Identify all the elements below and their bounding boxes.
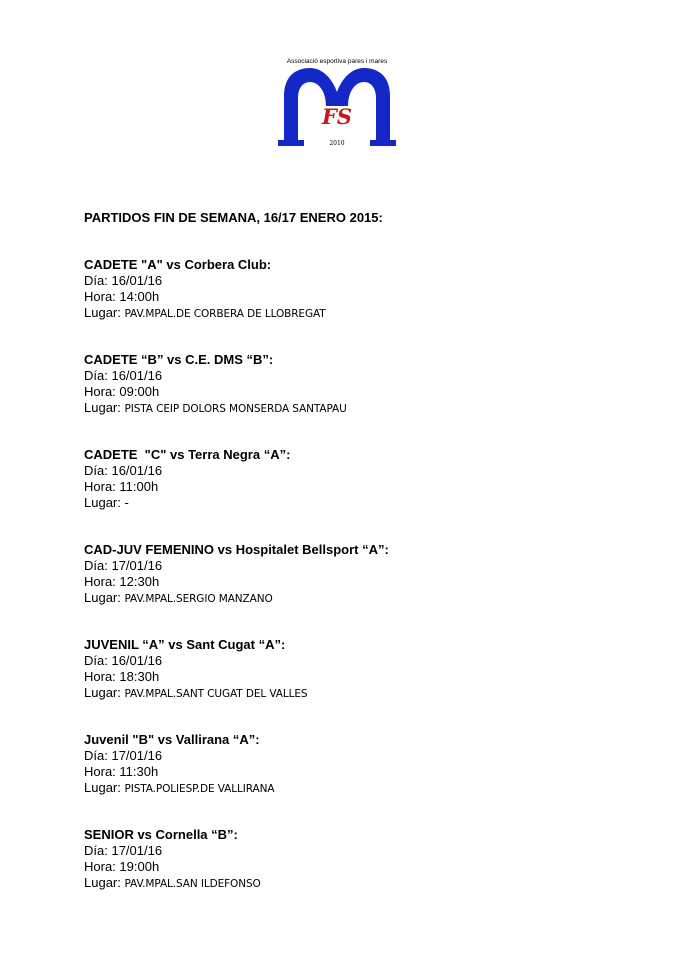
date-label: Día:	[84, 368, 112, 383]
match-venue	[84, 780, 644, 796]
match-venue	[84, 495, 644, 511]
time-value: 18:30h	[119, 669, 160, 684]
time-value: 14:00h	[119, 289, 160, 304]
time-label: Hora:	[84, 479, 120, 494]
time-label: Hora:	[84, 764, 120, 779]
venue-value: PAV.MPAL.SAN ILDEFONSO	[124, 878, 261, 890]
match-venue	[84, 590, 644, 606]
date-value: 17/01/16	[111, 748, 163, 763]
match-date	[84, 273, 644, 289]
match-time	[84, 764, 644, 780]
date-label: Día:	[84, 463, 112, 478]
match-venue	[84, 400, 644, 416]
match-date	[84, 843, 644, 859]
venue-label: Lugar:	[84, 780, 125, 795]
venue-label: Lugar:	[84, 685, 125, 700]
venue-label: Lugar:	[84, 590, 125, 605]
venue-value: PISTA CEIP DOLORS MONSERDA SANTAPAU	[124, 403, 347, 415]
match-block	[84, 637, 644, 701]
venue-value: PAV.MPAL.SERGIO MANZANO	[124, 593, 273, 605]
match-time	[84, 479, 644, 495]
match-time	[84, 289, 644, 305]
date-value: 17/01/16	[111, 843, 163, 858]
match-time	[84, 669, 644, 685]
venue-label: Lugar:	[84, 875, 125, 890]
match-header: CADETE "A" vs Corbera Club:	[84, 257, 272, 272]
venue-label: Lugar:	[84, 495, 125, 510]
date-label: Día:	[84, 653, 112, 668]
time-label: Hora:	[84, 669, 120, 684]
time-label: Hora:	[84, 289, 120, 304]
date-label: Día:	[84, 748, 112, 763]
logo-caption: Associació esportiva pares i mares	[286, 58, 388, 65]
match-time	[84, 384, 644, 400]
venue-value: PISTA.POLIESP.DE VALLIRANA	[124, 783, 275, 795]
match-header: CADETE “B” vs C.E. DMS “B”:	[84, 352, 274, 367]
time-value: 19:00h	[119, 859, 160, 874]
match-block	[84, 352, 644, 416]
match-date	[84, 463, 644, 479]
venue-value: PAV.MPAL.SANT CUGAT DEL VALLES	[124, 688, 308, 700]
date-label: Día:	[84, 558, 112, 573]
venue-label: Lugar:	[84, 400, 125, 415]
match-time	[84, 859, 644, 875]
venue-value: -	[124, 495, 129, 510]
match-date	[84, 653, 644, 669]
date-value: 16/01/16	[111, 273, 163, 288]
date-label: Día:	[84, 843, 112, 858]
venue-label: Lugar:	[84, 305, 125, 320]
match-venue	[84, 685, 644, 701]
time-label: Hora:	[84, 859, 120, 874]
match-date	[84, 748, 644, 764]
match-venue	[84, 305, 644, 321]
time-value: 11:30h	[119, 764, 159, 779]
match-block	[84, 827, 644, 891]
match-header: SENIOR vs Cornella “B”:	[84, 827, 238, 842]
match-time	[84, 574, 644, 590]
date-value: 16/01/16	[111, 653, 163, 668]
match-date	[84, 558, 644, 574]
match-block	[84, 542, 644, 606]
logo-monogram: FS	[321, 104, 353, 129]
match-block	[84, 257, 644, 321]
match-block	[84, 732, 644, 796]
time-value: 11:00h	[119, 479, 159, 494]
match-header: CADETE "C" vs Terra Negra “A”:	[84, 447, 291, 462]
page-title: PARTIDOS FIN DE SEMANA, 16/17 ENERO 2015:	[84, 210, 383, 225]
match-block	[84, 447, 644, 511]
date-label: Día:	[84, 273, 112, 288]
match-date	[84, 368, 644, 384]
time-value: 12:30h	[119, 574, 160, 589]
venue-value: PAV.MPAL.DE CORBERA DE LLOBREGAT	[124, 308, 326, 320]
date-value: 16/01/16	[111, 463, 163, 478]
match-header: CAD-JUV FEMENINO vs Hospitalet Bellsport “A”:	[84, 542, 389, 557]
time-label: Hora:	[84, 384, 120, 399]
time-label: Hora:	[84, 574, 120, 589]
match-header: Juvenil "B" vs Vallirana “A”:	[84, 732, 260, 747]
match-header: JUVENIL “A” vs Sant Cugat “A”:	[84, 637, 286, 652]
logo-year: 2010	[329, 140, 345, 147]
club-logo	[278, 58, 396, 158]
match-venue	[84, 875, 644, 891]
date-value: 17/01/16	[111, 558, 163, 573]
date-value: 16/01/16	[111, 368, 163, 383]
time-value: 09:00h	[119, 384, 160, 399]
